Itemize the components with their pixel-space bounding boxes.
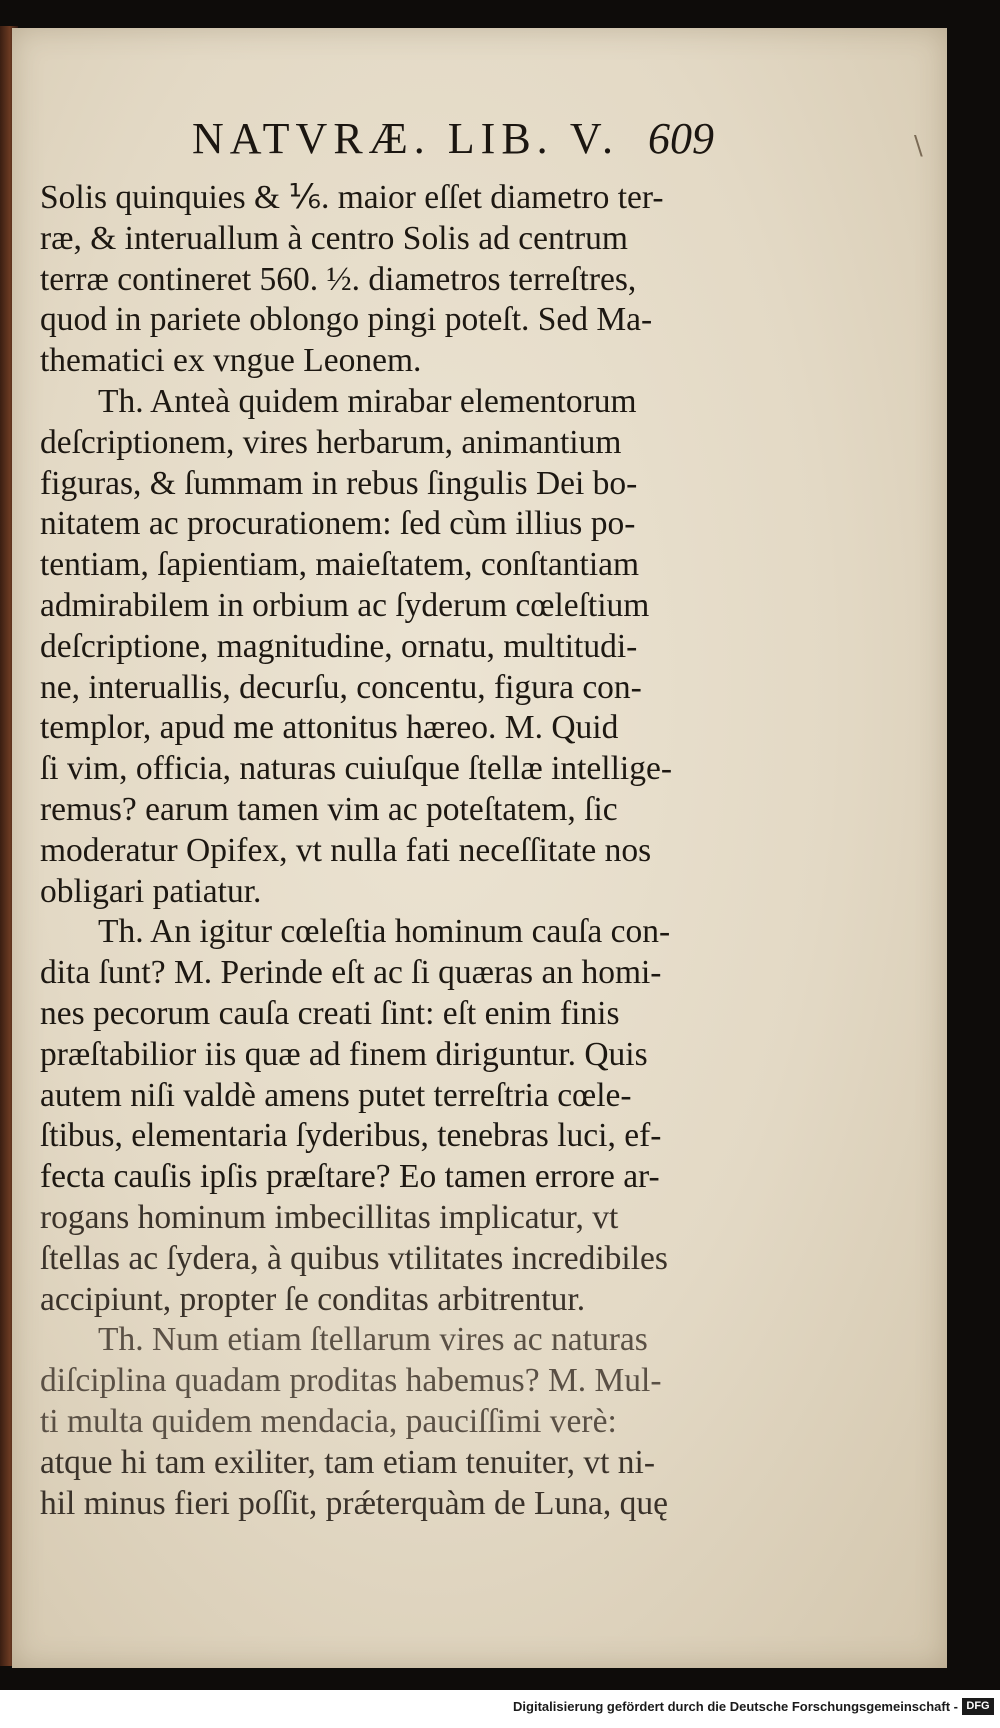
text-line: figuras, & ſummam in rebus ſingulis Dei bo- [40, 464, 638, 502]
footer-band [0, 1690, 1000, 1728]
text-line: diſciplina quadam proditas habemus? M. Mul- [40, 1362, 662, 1400]
funding-credit: Digitalisierung gefördert durch die Deutsche Forschungsgemeinschaft - [513, 1699, 958, 1714]
text-line: ſtibus, elementaria ſyderibus, tenebras luci, ef- [40, 1117, 662, 1155]
text-line: accipiunt, propter ſe conditas arbitrentur. [40, 1280, 586, 1318]
text-line: dita ſunt? M. Perinde eſt ac ſi quæras an homi- [40, 954, 662, 992]
body-text [40, 178, 730, 1524]
text-line: thematici ex vngue Leonem. [40, 342, 422, 380]
text-line: remus? earum tamen vim ac poteſtatem, ſic [40, 790, 618, 828]
text-line: terræ contineret 560. ½. diametros terreſtres, [40, 260, 637, 298]
text-line: autem niſi valdè amens putet terreſtria cœle- [40, 1076, 632, 1114]
text-line: admirabilem in orbium ac ſyderum cœleſtium [40, 586, 650, 624]
running-head-title: NATVRÆ. LIB. V. [192, 114, 619, 163]
margin-mark: \ [914, 131, 923, 161]
text-line: rogans hominum imbecillitas implicatur, vt [40, 1198, 619, 1236]
text-line: ræ, & interuallum à centro Solis ad centrum [40, 219, 628, 257]
text-line: deſcriptione, magnitudine, ornatu, multitudi- [40, 627, 638, 665]
text-line: ti multa quidem mendacia, pauciſſimi verè: [40, 1402, 617, 1440]
text-line: ſtellas ac ſydera, à quibus vtilitates incredibiles [40, 1239, 668, 1277]
running-head [12, 113, 947, 185]
text-line: Solis quinquies & ⅙. maior eſſet diametro ter- [40, 179, 664, 216]
text-line: deſcriptionem, vires herbarum, animantium [40, 423, 622, 461]
text-line: ne, interuallis, decurſu, concentu, figura con- [40, 668, 642, 706]
book-page [12, 28, 947, 1668]
text-line: obligari patiatur. [40, 872, 262, 910]
text-line: fecta cauſis ipſis præſtare? Eo tamen errore ar- [40, 1158, 660, 1196]
dfg-logo-icon: DFG [962, 1698, 994, 1715]
text-line: nitatem ac procurationem: ſed cùm illius po- [40, 505, 636, 543]
text-line: tentiam, ſapientiam, maieſtatem, conſtantiam [40, 546, 640, 584]
text-line: præſtabilior iis quæ ad finem diriguntur. Quis [40, 1035, 648, 1073]
text-line: Th. Anteà quidem mirabar elementorum [98, 382, 637, 420]
text-line: Th. Num etiam ſtellarum vires ac naturas [98, 1321, 648, 1359]
text-line: quod in pariete oblongo pingi poteſt. Sed Ma- [40, 301, 653, 339]
page-number: 609 [648, 114, 714, 163]
text-line: ſi vim, officia, naturas cuiuſque ſtellæ intellige- [40, 750, 673, 788]
text-line: moderatur Opifex, vt nulla fati neceſſitate nos [40, 831, 652, 869]
text-line: atque hi tam exiliter, tam etiam tenuiter, vt ni- [40, 1443, 656, 1481]
text-line: hil minus fieri poſſit, prǽterquàm de Luna, quę [40, 1484, 668, 1522]
text-line: Th. An igitur cœleſtia hominum cauſa con- [98, 913, 671, 951]
text-line: nes pecorum cauſa creati ſint: eſt enim finis [40, 994, 620, 1032]
text-line: templor, apud me attonitus hæreo. M. Quid [40, 709, 619, 747]
